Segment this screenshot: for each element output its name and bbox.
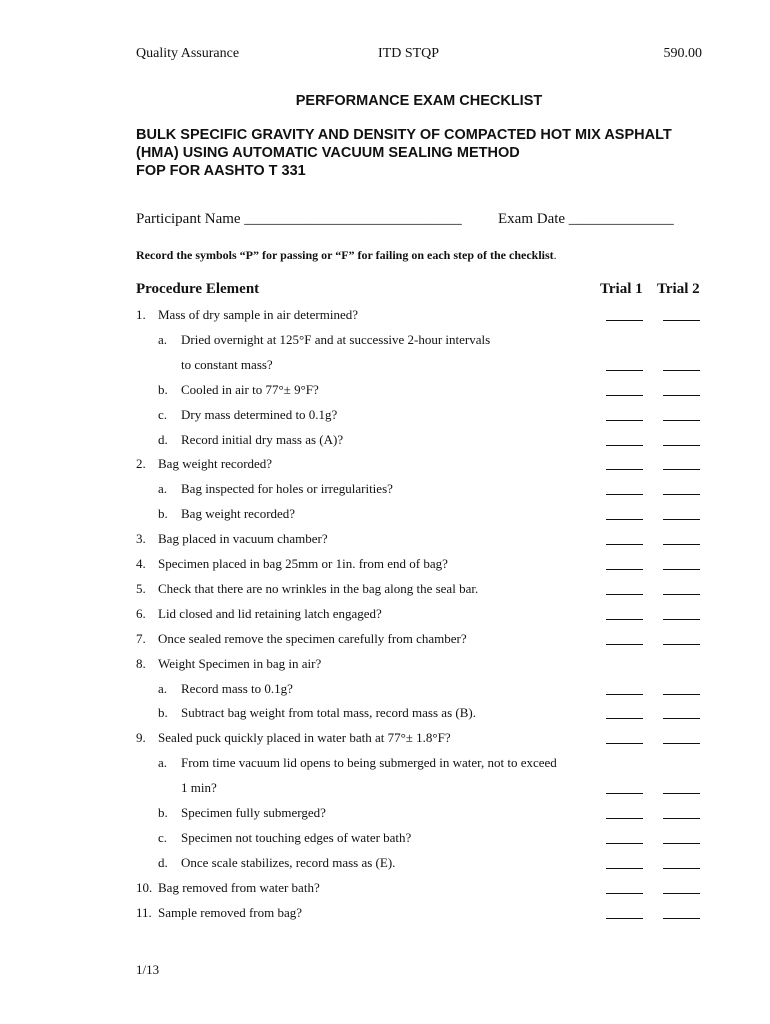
- page-number: 1/13: [136, 962, 160, 977]
- step-text: Bag placed in vacuum chamber?: [158, 531, 328, 547]
- step-text: Bag inspected for holes or irregularities?: [181, 481, 393, 497]
- step-number: 4.: [136, 556, 146, 571]
- step-number: 7.: [136, 630, 146, 646]
- checklist-step: [136, 556, 448, 572]
- trial1-answer-blank[interactable]: [606, 494, 643, 495]
- checklist-step: [136, 656, 321, 672]
- step-text: Specimen not touching edges of water bath?: [181, 829, 412, 845]
- step-text: Weight Specimen in bag in air?: [158, 655, 322, 671]
- exam-title: PERFORMANCE EXAM CHECKLIST: [295, 93, 543, 109]
- trial1-answer-blank[interactable]: [606, 694, 643, 695]
- trial2-answer-blank[interactable]: [663, 320, 700, 321]
- step-text: Lid closed and lid retaining latch engaged?: [158, 605, 382, 621]
- checklist-substep: [158, 432, 343, 448]
- checklist-substep: [158, 780, 217, 796]
- trial1-answer-blank[interactable]: [606, 743, 643, 744]
- trial2-answer-blank[interactable]: [663, 818, 700, 819]
- checklist-step: [136, 880, 320, 896]
- trial1-answer-blank[interactable]: [606, 843, 643, 844]
- participant-name-field[interactable]: Participant Name _____________________________: [136, 211, 462, 227]
- checklist-substep: [158, 855, 395, 871]
- checklist-step: [136, 606, 382, 622]
- step-text: Dried overnight at 125°F and at successive 2-hour intervals: [181, 331, 491, 347]
- step-number: 5.: [136, 580, 146, 596]
- step-number: 11.: [136, 904, 152, 920]
- trial2-answer-blank[interactable]: [663, 420, 700, 421]
- checklist-substep: [158, 481, 393, 497]
- step-text: Check that there are no wrinkles in the bag along the seal bar.: [158, 580, 479, 596]
- step-number: a.: [158, 755, 168, 771]
- trial2-answer-blank[interactable]: [663, 519, 700, 520]
- step-number: 8.: [136, 655, 146, 671]
- instruction-main: Record the symbols “P” for passing or “F” for failing on each step of the checklist: [136, 248, 554, 262]
- step-text: Bag weight recorded?: [158, 456, 273, 472]
- step-number: a.: [158, 680, 168, 696]
- test-title-line: (HMA) USING AUTOMATIC VACUUM SEALING METHOD: [136, 145, 520, 161]
- checklist-step: [136, 581, 478, 597]
- checklist-step: [136, 307, 358, 323]
- trial2-answer-blank[interactable]: [663, 370, 700, 371]
- trial1-answer-blank[interactable]: [606, 544, 643, 545]
- trial2-answer-blank[interactable]: [663, 594, 700, 595]
- checklist-substep: [158, 382, 319, 398]
- trial2-answer-blank[interactable]: [663, 469, 700, 470]
- step-text: Record mass to 0.1g?: [181, 680, 293, 696]
- step-number: d.: [158, 431, 168, 447]
- step-number: b.: [158, 381, 168, 397]
- trial1-column-header: Trial 1: [600, 281, 643, 297]
- checklist-substep: [158, 705, 476, 721]
- header-left: Quality Assurance: [136, 46, 240, 61]
- trial1-answer-blank[interactable]: [606, 420, 643, 421]
- step-text: Record initial dry mass as (A)?: [181, 431, 344, 447]
- trial1-answer-blank[interactable]: [606, 569, 643, 570]
- checklist-substep: [158, 681, 293, 697]
- step-number: 9.: [136, 730, 146, 746]
- step-number: a.: [158, 331, 168, 347]
- step-text: From time vacuum lid opens to being submerged in water, not to exceed: [181, 755, 557, 771]
- trial2-answer-blank[interactable]: [663, 868, 700, 869]
- test-title: [136, 126, 702, 180]
- test-title-line: FOP FOR AASHTO T 331: [136, 163, 306, 179]
- trial2-answer-blank[interactable]: [663, 544, 700, 545]
- trial1-answer-blank[interactable]: [606, 868, 643, 869]
- step-number: c.: [158, 406, 168, 422]
- header-right: 590.00: [663, 46, 702, 61]
- checklist-substep: [158, 755, 557, 771]
- step-text: Once sealed remove the specimen carefully from chamber?: [158, 630, 467, 646]
- trial1-answer-blank[interactable]: [606, 718, 643, 719]
- checklist-substep: [158, 357, 273, 373]
- checklist-step: [136, 905, 302, 921]
- trial2-answer-blank[interactable]: [663, 743, 700, 744]
- trial1-answer-blank[interactable]: [606, 519, 643, 520]
- step-number: 2.: [136, 456, 146, 472]
- step-number: b.: [158, 805, 168, 820]
- participant-row: [136, 211, 702, 228]
- trial1-answer-blank[interactable]: [606, 370, 643, 371]
- step-text: Sample removed from bag?: [158, 904, 303, 920]
- trial1-answer-blank[interactable]: [606, 469, 643, 470]
- header-center: ITD STQP: [378, 46, 440, 61]
- checklist-substep: [158, 407, 337, 423]
- step-number: c.: [158, 829, 168, 845]
- step-text: Sealed puck quickly placed in water bath at 77°± 1.8°F?: [158, 730, 451, 746]
- step-number: b.: [158, 506, 168, 522]
- instruction-period: .: [553, 248, 557, 262]
- step-text: 1 min?: [181, 780, 217, 796]
- trial1-answer-blank[interactable]: [606, 594, 643, 595]
- test-title-line: BULK SPECIFIC GRAVITY AND DENSITY OF COMPACTED HOT MIX ASPHALT: [136, 127, 672, 143]
- step-text: Bag weight recorded?: [181, 506, 296, 522]
- trial2-answer-blank[interactable]: [663, 619, 700, 620]
- step-text: Bag removed from water bath?: [158, 879, 320, 895]
- step-number: a.: [158, 481, 168, 497]
- step-text: Subtract bag weight from total mass, record mass as (B).: [181, 705, 476, 721]
- trial2-column-header: Trial 2: [657, 281, 700, 297]
- trial2-answer-blank[interactable]: [663, 694, 700, 695]
- trial2-answer-blank[interactable]: [663, 644, 700, 645]
- trial2-answer-blank[interactable]: [663, 793, 700, 794]
- checklist-substep: [158, 830, 411, 846]
- trial2-answer-blank[interactable]: [663, 395, 700, 396]
- trial2-answer-blank[interactable]: [663, 718, 700, 719]
- checklist-substep: [158, 805, 326, 821]
- trial2-answer-blank[interactable]: [663, 893, 700, 894]
- checklist-step: [136, 631, 467, 647]
- step-number: 3.: [136, 531, 146, 547]
- checklist-step: [136, 730, 451, 746]
- trial1-answer-blank[interactable]: [606, 818, 643, 819]
- trial2-answer-blank[interactable]: [663, 569, 700, 570]
- checklist-step: [136, 531, 328, 547]
- trial1-answer-blank[interactable]: [606, 445, 643, 446]
- trial1-answer-blank[interactable]: [606, 793, 643, 794]
- trial1-answer-blank[interactable]: [606, 644, 643, 645]
- exam-date-field[interactable]: Exam Date ______________: [498, 211, 674, 227]
- trial1-answer-blank[interactable]: [606, 395, 643, 396]
- step-number: 6.: [136, 605, 146, 621]
- step-text: Dry mass determined to 0.1g?: [181, 406, 338, 422]
- trial2-answer-blank[interactable]: [663, 445, 700, 446]
- trial1-answer-blank[interactable]: [606, 320, 643, 321]
- checklist-substep: [158, 332, 490, 348]
- trial1-answer-blank[interactable]: [606, 619, 643, 620]
- step-number: 1.: [136, 307, 146, 322]
- instruction-text: [136, 248, 557, 263]
- trial2-answer-blank[interactable]: [663, 494, 700, 495]
- trial2-answer-blank[interactable]: [663, 843, 700, 844]
- step-text: Specimen placed in bag 25mm or 1in. from end of bag?: [158, 556, 448, 571]
- step-number: b.: [158, 705, 168, 721]
- step-number: d.: [158, 854, 168, 870]
- step-text: to constant mass?: [181, 356, 273, 372]
- trial1-answer-blank[interactable]: [606, 918, 643, 919]
- checklist-substep: [158, 506, 295, 522]
- trial1-answer-blank[interactable]: [606, 893, 643, 894]
- step-number: 10.: [136, 879, 153, 895]
- step-text: Once scale stabilizes, record mass as (E).: [181, 854, 396, 870]
- checklist-step: [136, 456, 272, 472]
- step-text: Cooled in air to 77°± 9°F?: [181, 381, 319, 397]
- procedure-column-header: Procedure Element: [136, 281, 260, 297]
- trial2-answer-blank[interactable]: [663, 918, 700, 919]
- step-text: Mass of dry sample in air determined?: [158, 307, 358, 322]
- step-text: Specimen fully submerged?: [181, 805, 326, 820]
